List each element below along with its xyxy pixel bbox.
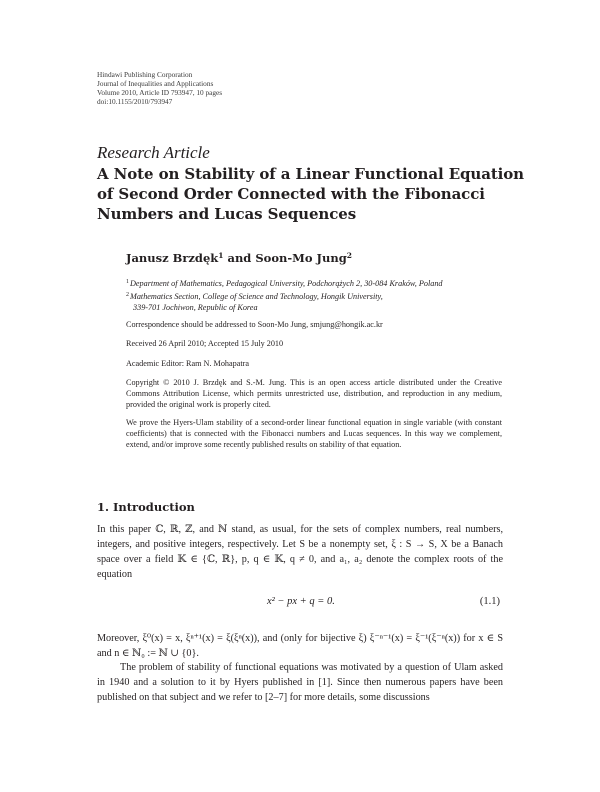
author-2-affil: 2 [346, 251, 352, 260]
author-1-affil: 1 [218, 251, 224, 260]
author-connector: and [223, 251, 256, 265]
authors-line [126, 251, 352, 265]
academic-editor: Academic Editor: Ram N. Mohapatra [126, 359, 250, 368]
author-2: Soon-Mo Jung [255, 251, 347, 265]
journal-header [97, 71, 222, 107]
affiliation-1-text: Department of Mathematics, Pedagogical University, Podchorążych 2, 30-084 Kraków, Poland [130, 279, 443, 288]
dates: Received 26 April 2010; Accepted 15 July 2010 [126, 339, 284, 348]
affiliation-1 [126, 277, 443, 290]
equation-number: (1.1) [479, 596, 500, 607]
affiliation-1-number: 1 [126, 279, 129, 285]
journal-name: Journal of Inequalities and Applications [97, 78, 214, 88]
correspondence: Correspondence should be addressed to Soon-Mo Jung, smjung@hongik.ac.kr [126, 320, 383, 329]
paper-title: A Note on Stability of a Linear Functional Equation of Second Order Connected with the Fibonacci Numbers and Lucas Sequences [97, 165, 524, 223]
intro-paragraph-2: Moreover, ξ⁰(x) = x, ξⁿ⁺¹(x) = ξ(ξⁿ(x)), and (only for bijective ξ) ξ⁻ⁿ⁻¹(x) = ξ⁻¹(ξ⁻ⁿ(x)) for x ∈ S and n ∈ ℕ₀ := ℕ ∪ {0}. [97, 633, 503, 660]
copyright-notice: Copyright © 2010 J. Brzdęk and S.-M. Jung. This is an open access article distributed under the Creative Commons Attribution License, which permits unrestricted use, distribution, and reproduction in any medium, provided the original work is properly cited. [126, 378, 502, 409]
author-1: Janusz Brzdęk [126, 251, 219, 265]
article-type: Research Article [97, 143, 210, 162]
equation-1-1 [97, 596, 503, 612]
equation-formula: x² − px + q = 0. [267, 596, 335, 607]
affiliation-2 [126, 290, 383, 313]
affiliation-2-line2: 339-701 Jochiwon, Republic of Korea [133, 302, 258, 312]
abstract: We prove the Hyers-Ulam stability of a second-order linear functional equation in single variable (with constant coefficients) that is connected with the Fibonacci numbers and Lucas sequences. In this way we complement, extend, and/or improve some recently published results on stability of that equation. [126, 418, 502, 449]
journal-publisher: Hindawi Publishing Corporation [97, 70, 193, 79]
journal-volume: Volume 2010, Article ID 793947, 10 pages [97, 87, 223, 97]
journal-doi: doi:10.1155/2010/793947 [97, 96, 173, 106]
affiliation-2-line1: Mathematics Section, College of Science and Technology, Hongik University, [130, 292, 383, 301]
affiliation-2-number: 2 [126, 292, 129, 298]
section-heading-introduction: 1. Introduction [97, 500, 195, 514]
intro-paragraph-1: In this paper ℂ, ℝ, ℤ, and ℕ stand, as usual, for the sets of complex numbers, real numbers, integers, and positive integers, respectively. Let S be a nonempty set, ξ : S → S, X be a Banach space over a field 𝕂 ∈ {ℂ, ℝ}, p, q ∈ 𝕂, q ≠ 0, and a₁, a₂ denote the complex roots of the equation [97, 524, 503, 581]
intro-paragraph-3: The problem of stability of functional equations was motivated by a question of Ulam asked in 1940 and a solution to it by Hyers published in [1]. Since then numerous papers have been published on that subject and we refer to [2–7] for more details, some discussions [97, 662, 503, 704]
